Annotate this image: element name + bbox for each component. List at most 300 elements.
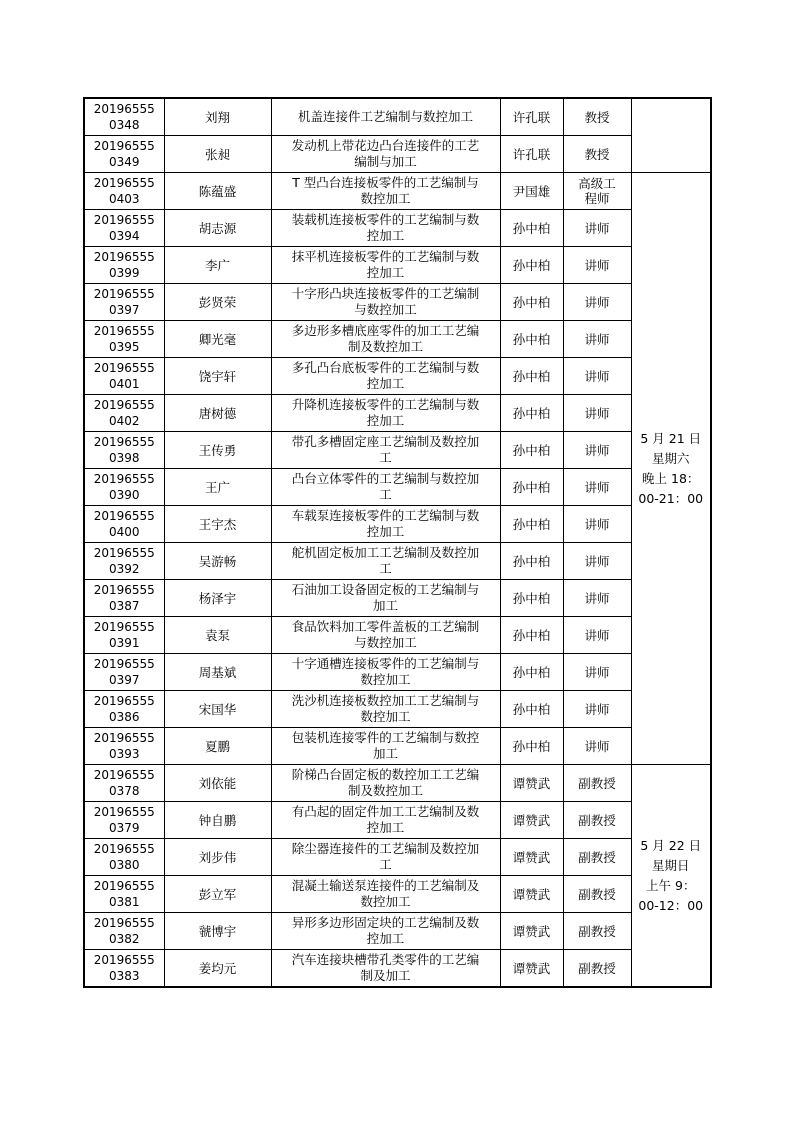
- student-name-cell: [164, 654, 271, 691]
- student-id-cell: [84, 617, 164, 654]
- student-name-cell: [164, 580, 271, 617]
- thesis-title-line-1: 除尘器连接件的工艺编制及数控加: [291, 841, 480, 856]
- schedule-line-3: 晚上 18：: [642, 470, 700, 486]
- thesis-title-line-2: 控加工: [366, 931, 405, 946]
- student-id-line-2: 0392: [108, 562, 140, 576]
- advisor-rank: 副教授: [578, 849, 616, 865]
- student-id-cell: [84, 765, 164, 802]
- thesis-title-cell: [271, 728, 500, 765]
- student-name: 杨泽宇: [198, 590, 237, 606]
- advisor-rank: 讲师: [584, 479, 610, 495]
- student-id-line-1: 20196555: [93, 509, 155, 523]
- student-name: 虢博宇: [198, 923, 237, 939]
- schedule-line-4: 00-21：00: [638, 490, 704, 506]
- thesis-title-line-1: 机盖连接件工艺编制与数控加工: [297, 109, 473, 124]
- thesis-title-cell: [271, 580, 500, 617]
- thesis-title-line-2: 数控加工: [360, 709, 411, 724]
- advisor-cell: [500, 950, 563, 988]
- thesis-title-line-1: 多孔凸台底板零件的工艺编制与数: [291, 360, 480, 375]
- advisor-name: 谭赞武: [512, 849, 551, 865]
- student-name: 陈蕴盛: [198, 183, 237, 199]
- advisor-rank: 副教授: [578, 960, 616, 976]
- advisor-rank: 讲师: [584, 627, 610, 643]
- student-name: 周基斌: [198, 664, 237, 680]
- student-id-line-1: 20196555: [93, 361, 155, 375]
- table-row: [84, 432, 711, 469]
- advisor-rank: 讲师: [584, 701, 610, 717]
- student-id-cell: [84, 173, 164, 210]
- thesis-title-cell: [271, 469, 500, 506]
- student-id-cell: [84, 98, 164, 136]
- advisor-name: 孙中柏: [512, 664, 551, 680]
- thesis-title-line-1: 舵机固定板加工工艺编制及数控加: [291, 545, 480, 560]
- thesis-title-line-2: 控加工: [366, 228, 405, 243]
- student-id-line-1: 20196555: [93, 657, 155, 671]
- advisor-rank: 讲师: [584, 294, 610, 310]
- advisor-cell: [500, 284, 563, 321]
- advisor-rank: 讲师: [584, 553, 610, 569]
- advisor-cell: [500, 321, 563, 358]
- student-name: 袁泵: [204, 627, 230, 643]
- advisor-name: 谭赞武: [512, 923, 551, 939]
- thesis-title-line-2: 控加工: [366, 265, 405, 280]
- schedule-line-1: 5 月 21 日: [640, 430, 702, 446]
- advisor-rank-cell: [563, 210, 631, 247]
- advisor-cell: [500, 913, 563, 950]
- thesis-title-cell: [271, 691, 500, 728]
- thesis-title-line-2: 工: [379, 487, 392, 502]
- thesis-title-line-1: 装载机连接板零件的工艺编制与数: [291, 212, 480, 227]
- student-name-cell: [164, 765, 271, 802]
- thesis-title-line-1: 包装机连接零件的工艺编制与数控: [291, 730, 480, 745]
- advisor-cell: [500, 876, 563, 913]
- student-id-line-1: 20196555: [93, 583, 155, 597]
- student-id-line-2: 0379: [108, 821, 140, 835]
- thesis-title-line-2: 控加工: [366, 376, 405, 391]
- student-name: 王广: [204, 479, 230, 495]
- advisor-name: 许孔联: [512, 109, 551, 125]
- student-name: 唐树德: [198, 405, 237, 421]
- advisor-rank-cell: [563, 765, 631, 802]
- student-id-cell: [84, 876, 164, 913]
- thesis-title-line-1: 抹平机连接板零件的工艺编制与数: [291, 249, 480, 264]
- student-id-cell: [84, 469, 164, 506]
- student-id-line-1: 20196555: [93, 620, 155, 634]
- student-id-line-2: 0403: [108, 192, 140, 206]
- thesis-title-line-1: 凸台立体零件的工艺编制与数控加: [291, 471, 480, 486]
- student-name: 王宇杰: [198, 516, 237, 532]
- advisor-rank-cell: [563, 580, 631, 617]
- schedule-cell: [631, 765, 711, 988]
- thesis-title-line-2: 工: [379, 857, 392, 872]
- student-id-line-2: 0349: [108, 155, 140, 169]
- advisor-rank-cell: [563, 839, 631, 876]
- student-name: 彭贤荣: [198, 294, 237, 310]
- thesis-title-line-1: 食品饮料加工零件盖板的工艺编制: [291, 619, 480, 634]
- advisor-rank: 教授: [584, 146, 610, 162]
- student-name: 彭立军: [198, 886, 237, 902]
- table-row: [84, 321, 711, 358]
- advisor-name: 孙中柏: [512, 479, 551, 495]
- thesis-title-line-1: 有凸起的固定件加工工艺编制及数: [291, 804, 480, 819]
- thesis-title-line-1: T 型凸台连接板零件的工艺编制与: [292, 175, 479, 190]
- student-name: 张昶: [204, 146, 230, 162]
- student-name: 姜均元: [198, 960, 237, 976]
- student-id-line-2: 0402: [108, 414, 140, 428]
- advisor-rank-line-1: 高级工: [578, 176, 616, 191]
- student-name: 卿光毫: [198, 331, 237, 347]
- table-row: [84, 136, 711, 173]
- student-name: 刘翔: [204, 109, 230, 125]
- student-name-cell: [164, 950, 271, 988]
- table-row: [84, 543, 711, 580]
- table-body: [84, 98, 711, 987]
- student-id-line-2: 0387: [108, 599, 140, 613]
- student-name-cell: [164, 543, 271, 580]
- student-id-line-1: 20196555: [93, 916, 155, 930]
- thesis-title-line-2: 数控加工: [360, 672, 411, 687]
- student-id-cell: [84, 247, 164, 284]
- student-name-cell: [164, 98, 271, 136]
- thesis-title-cell: [271, 247, 500, 284]
- table-row: [84, 876, 711, 913]
- thesis-title-line-1: 多边形多槽底座零件的加工工艺编: [291, 323, 480, 338]
- table-row: [84, 469, 711, 506]
- student-id-line-2: 0348: [108, 118, 140, 132]
- student-name: 吴游畅: [198, 553, 237, 569]
- table-row: [84, 802, 711, 839]
- advisor-rank-cell: [563, 432, 631, 469]
- student-id-cell: [84, 580, 164, 617]
- student-id-line-1: 20196555: [93, 842, 155, 856]
- advisor-cell: [500, 98, 563, 136]
- advisor-name: 孙中柏: [512, 405, 551, 421]
- student-name-cell: [164, 210, 271, 247]
- student-id-line-2: 0381: [108, 895, 140, 909]
- thesis-title-line-1: 洗沙机连接板数控加工工艺编制与: [291, 693, 480, 708]
- student-id-cell: [84, 691, 164, 728]
- advisor-rank-cell: [563, 876, 631, 913]
- thesis-title-line-2: 控加工: [366, 524, 405, 539]
- advisor-cell: [500, 136, 563, 173]
- thesis-title-cell: [271, 802, 500, 839]
- thesis-title-cell: [271, 98, 500, 136]
- student-id-line-1: 20196555: [93, 250, 155, 264]
- advisor-cell: [500, 469, 563, 506]
- thesis-title-cell: [271, 284, 500, 321]
- thesis-title-line-1: 石油加工设备固定板的工艺编制与: [291, 582, 480, 597]
- thesis-title-line-1: 升降机连接板零件的工艺编制与数: [291, 397, 480, 412]
- thesis-title-line-2: 工: [379, 561, 392, 576]
- student-id-line-1: 20196555: [93, 694, 155, 708]
- advisor-name: 孙中柏: [512, 220, 551, 236]
- advisor-cell: [500, 543, 563, 580]
- thesis-title-cell: [271, 913, 500, 950]
- student-name: 钟自鹏: [198, 812, 237, 828]
- thesis-title-line-1: 十字通槽连接板零件的工艺编制与: [291, 656, 480, 671]
- advisor-cell: [500, 247, 563, 284]
- table-row: [84, 284, 711, 321]
- thesis-title-cell: [271, 950, 500, 988]
- advisor-rank-cell: [563, 654, 631, 691]
- student-name: 夏鹏: [204, 738, 230, 754]
- thesis-title-line-2: 制及数控加工: [347, 783, 423, 798]
- thesis-title-cell: [271, 432, 500, 469]
- advisor-cell: [500, 395, 563, 432]
- student-id-cell: [84, 654, 164, 691]
- table-row: [84, 765, 711, 802]
- thesis-title-line-1: 混凝土输送泵连接件的工艺编制及: [291, 878, 480, 893]
- table-row: [84, 728, 711, 765]
- student-name: 宋国华: [198, 701, 237, 717]
- thesis-title-line-1: 阶梯凸台固定板的数控加工工艺编: [291, 767, 480, 782]
- student-name-cell: [164, 876, 271, 913]
- advisor-rank-cell: [563, 617, 631, 654]
- thesis-title-line-2: 与数控加工: [354, 302, 417, 317]
- student-name-cell: [164, 506, 271, 543]
- thesis-title-cell: [271, 136, 500, 173]
- student-id-line-2: 0391: [108, 636, 140, 650]
- advisor-name: 孙中柏: [512, 516, 551, 532]
- thesis-title-line-2: 加工: [372, 746, 398, 761]
- thesis-title-line-1: 发动机上带花边凸台连接件的工艺: [291, 138, 480, 153]
- advisor-rank-cell: [563, 913, 631, 950]
- student-name-cell: [164, 321, 271, 358]
- student-id-cell: [84, 913, 164, 950]
- schedule-line-1: 5 月 22 日: [640, 837, 702, 853]
- advisor-name: 孙中柏: [512, 257, 551, 273]
- thesis-title-line-1: 异形多边形固定块的工艺编制及数: [291, 915, 480, 930]
- advisor-name: 孙中柏: [512, 368, 551, 384]
- advisor-name: 孙中柏: [512, 442, 551, 458]
- advisor-rank: 副教授: [578, 886, 616, 902]
- advisor-rank-cell: [563, 543, 631, 580]
- student-name: 饶宇轩: [198, 368, 237, 384]
- student-id-line-1: 20196555: [93, 213, 155, 227]
- thesis-title-cell: [271, 321, 500, 358]
- advisor-rank-cell: [563, 284, 631, 321]
- advisor-cell: [500, 506, 563, 543]
- advisor-rank: 副教授: [578, 775, 616, 791]
- table-row: [84, 98, 711, 136]
- advisor-name: 孙中柏: [512, 701, 551, 717]
- advisor-cell: [500, 173, 563, 210]
- advisor-cell: [500, 839, 563, 876]
- thesis-title-line-2: 工: [379, 450, 392, 465]
- schedule-line-3: 上午 9：: [646, 877, 696, 893]
- thesis-title-cell: [271, 839, 500, 876]
- thesis-title-cell: [271, 210, 500, 247]
- advisor-rank-cell: [563, 691, 631, 728]
- advisor-rank: 讲师: [584, 664, 610, 680]
- advisor-cell: [500, 358, 563, 395]
- thesis-title-cell: [271, 506, 500, 543]
- student-id-line-2: 0401: [108, 377, 140, 391]
- advisor-cell: [500, 432, 563, 469]
- thesis-title-cell: [271, 395, 500, 432]
- student-id-line-1: 20196555: [93, 546, 155, 560]
- thesis-title-line-2: 数控加工: [360, 894, 411, 909]
- student-id-line-2: 0380: [108, 858, 140, 872]
- student-id-line-2: 0378: [108, 784, 140, 798]
- advisor-name: 孙中柏: [512, 738, 551, 754]
- student-id-cell: [84, 284, 164, 321]
- student-id-cell: [84, 358, 164, 395]
- advisor-rank-cell: [563, 321, 631, 358]
- thesis-title-cell: [271, 765, 500, 802]
- thesis-title-line-1: 车载泵连接板零件的工艺编制与数: [291, 508, 480, 523]
- table-row: [84, 247, 711, 284]
- student-name-cell: [164, 617, 271, 654]
- student-name-cell: [164, 691, 271, 728]
- student-id-cell: [84, 950, 164, 988]
- advisor-rank: 教授: [584, 109, 610, 125]
- advisor-rank-cell: [563, 469, 631, 506]
- thesis-title-line-2: 加工: [372, 598, 398, 613]
- advisor-rank: 讲师: [584, 738, 610, 754]
- advisor-rank-cell: [563, 506, 631, 543]
- student-id-cell: [84, 210, 164, 247]
- thesis-title-cell: [271, 654, 500, 691]
- student-id-line-2: 0382: [108, 932, 140, 946]
- advisor-rank-cell: [563, 136, 631, 173]
- table-row: [84, 839, 711, 876]
- advisor-rank-cell: [563, 950, 631, 988]
- advisor-cell: [500, 728, 563, 765]
- advisor-cell: [500, 210, 563, 247]
- student-id-line-1: 20196555: [93, 768, 155, 782]
- advisor-rank: 副教授: [578, 812, 616, 828]
- thesis-title-line-2: 数控加工: [360, 191, 411, 206]
- student-name-cell: [164, 469, 271, 506]
- schedule-cell: [631, 98, 711, 173]
- advisor-cell: [500, 617, 563, 654]
- advisor-rank-cell: [563, 728, 631, 765]
- advisor-name: 谭赞武: [512, 886, 551, 902]
- advisor-cell: [500, 580, 563, 617]
- student-id-cell: [84, 802, 164, 839]
- student-id-line-1: 20196555: [93, 139, 155, 153]
- advisor-name: 孙中柏: [512, 590, 551, 606]
- schedule-line-2: 星期日: [651, 857, 690, 873]
- schedule-line-4: 00-12：00: [638, 897, 704, 913]
- advisor-rank-cell: [563, 358, 631, 395]
- advisor-name: 孙中柏: [512, 627, 551, 643]
- table-row: [84, 506, 711, 543]
- thesis-title-line-2: 制及加工: [360, 968, 411, 983]
- student-name-cell: [164, 913, 271, 950]
- advisor-rank: 讲师: [584, 368, 610, 384]
- student-id-line-1: 20196555: [93, 953, 155, 967]
- thesis-title-line-1: 带孔多槽固定座工艺编制及数控加: [291, 434, 480, 449]
- student-id-line-1: 20196555: [93, 287, 155, 301]
- table-row: [84, 913, 711, 950]
- student-name: 李广: [204, 257, 230, 273]
- advisor-rank: 副教授: [578, 923, 616, 939]
- student-name-cell: [164, 136, 271, 173]
- advisor-name: 谭赞武: [512, 812, 551, 828]
- thesis-title-line-1: 十字形凸块连接板零件的工艺编制: [291, 286, 480, 301]
- student-id-line-1: 20196555: [93, 176, 155, 190]
- student-id-line-2: 0383: [108, 969, 140, 983]
- advisor-name: 孙中柏: [512, 553, 551, 569]
- thesis-title-cell: [271, 543, 500, 580]
- student-name-cell: [164, 728, 271, 765]
- student-id-line-2: 0397: [108, 303, 140, 317]
- student-id-cell: [84, 136, 164, 173]
- thesis-title-line-2: 控加工: [366, 820, 405, 835]
- advisor-cell: [500, 691, 563, 728]
- table-row: [84, 950, 711, 988]
- advisor-rank: 讲师: [584, 220, 610, 236]
- advisor-rank-cell: [563, 802, 631, 839]
- advisor-name: 孙中柏: [512, 294, 551, 310]
- student-id-line-1: 20196555: [93, 398, 155, 412]
- student-id-cell: [84, 321, 164, 358]
- advisor-rank: 讲师: [584, 590, 610, 606]
- advisor-name: 谭赞武: [512, 960, 551, 976]
- student-id-line-2: 0390: [108, 488, 140, 502]
- student-name-cell: [164, 802, 271, 839]
- student-id-cell: [84, 728, 164, 765]
- student-id-cell: [84, 432, 164, 469]
- table-row: [84, 210, 711, 247]
- student-name: 刘步伟: [198, 849, 237, 865]
- thesis-title-line-2: 与数控加工: [354, 635, 417, 650]
- student-id-line-1: 20196555: [93, 472, 155, 486]
- student-id-line-2: 0394: [108, 229, 140, 243]
- student-name-cell: [164, 395, 271, 432]
- student-name: 王传勇: [198, 442, 237, 458]
- table-row: [84, 580, 711, 617]
- student-id-line-1: 20196555: [93, 324, 155, 338]
- thesis-title-cell: [271, 617, 500, 654]
- table-row: [84, 617, 711, 654]
- student-name-cell: [164, 839, 271, 876]
- advisor-rank: 讲师: [584, 516, 610, 532]
- advisor-name: 孙中柏: [512, 331, 551, 347]
- student-id-line-2: 0398: [108, 451, 140, 465]
- student-id-line-2: 0397: [108, 673, 140, 687]
- student-id-line-2: 0400: [108, 525, 140, 539]
- thesis-title-cell: [271, 173, 500, 210]
- thesis-title-line-2: 控加工: [366, 413, 405, 428]
- student-name-cell: [164, 284, 271, 321]
- student-id-cell: [84, 506, 164, 543]
- thesis-title-line-1: 汽车连接块槽带孔类零件的工艺编: [291, 952, 480, 967]
- student-name-cell: [164, 173, 271, 210]
- student-id-line-1: 20196555: [93, 879, 155, 893]
- student-id-line-2: 0393: [108, 747, 140, 761]
- table-row: [84, 691, 711, 728]
- advisor-cell: [500, 802, 563, 839]
- advisor-name: 许孔联: [512, 146, 551, 162]
- advisor-cell: [500, 765, 563, 802]
- thesis-title-cell: [271, 876, 500, 913]
- advisor-name: 尹国雄: [512, 183, 551, 199]
- student-id-line-2: 0386: [108, 710, 140, 724]
- thesis-title-line-2: 编制与加工: [354, 154, 417, 169]
- thesis-title-cell: [271, 358, 500, 395]
- student-id-cell: [84, 543, 164, 580]
- student-id-line-1: 20196555: [93, 731, 155, 745]
- student-id-cell: [84, 839, 164, 876]
- advisor-rank-cell: [563, 247, 631, 284]
- table-row: [84, 395, 711, 432]
- advisor-rank: 讲师: [584, 405, 610, 421]
- table-row: [84, 358, 711, 395]
- advisor-cell: [500, 654, 563, 691]
